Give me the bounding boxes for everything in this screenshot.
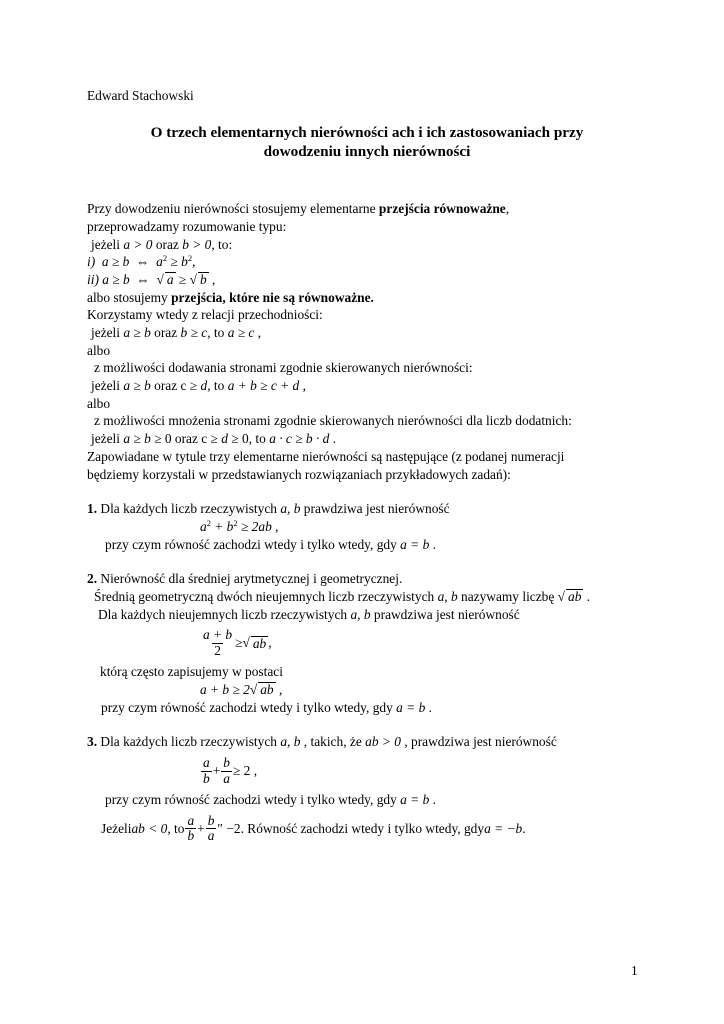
fraction: $\frac{b}{a}$: [223, 754, 230, 786]
s2-line-5: którą często zapisujemy w postaci: [100, 664, 283, 680]
s2-formula-2: a + b ≥ 2√ ab ,: [200, 682, 283, 697]
sqrt-symbol: √: [156, 271, 164, 287]
section-2: [87, 570, 647, 716]
title-line-1: O trzech elementarnych nierówności ach i ich zastosowaniach przy: [150, 123, 584, 141]
intro-line-16: będziemy korzystali w przedstawianych rozwiązaniach przykładowych zadań):: [87, 466, 511, 482]
s3-line-1: 3. Dla każdych liczb rzeczywistych a, b , takich, że ab > 0 , prawdziwa jest nierówność: [87, 734, 557, 750]
intro-line-14: jeżeli a ≥ b ≥ 0 oraz c ≥ d ≥ 0, to a · c ≥ b · d .: [91, 431, 337, 447]
fraction: $\frac{a}{b}$: [187, 812, 195, 844]
intro-line-12: albo: [87, 395, 111, 411]
intro-line-10: z możliwości dodawania stronami zgodnie skierowanych nierówności:: [94, 360, 473, 376]
intro-line-6: albo stosujemy przejścia, które nie są równoważne.: [87, 289, 374, 305]
intro-line-11: jeżeli a ≥ b oraz c ≥ d, to a + b ≥ c + d ,: [91, 378, 306, 394]
intro-line-2: przeprowadzamy rozumowanie typu:: [87, 218, 287, 234]
sqrt-symbol: √: [557, 588, 566, 604]
document-title: [87, 123, 647, 163]
intro-line-5: ii) a ≥ b ⇔ √ a ≥ √ b ,: [87, 271, 216, 287]
fraction: $\frac{a}{b}$: [203, 754, 210, 786]
sqrt-symbol: √: [189, 271, 197, 287]
section-1: [87, 500, 647, 553]
fraction: $\frac{b}{a}$: [207, 812, 215, 844]
intro-line-3: jeżeli a > 0 oraz b > 0, to:: [91, 236, 233, 252]
s3-formula: $\frac{a}{b}$ + $\frac{b}{a}$ ≥ 2 ,: [203, 754, 258, 786]
section-3: [87, 733, 647, 848]
intro-line-8: jeżeli a ≥ b oraz b ≥ c, to a ≥ c ,: [91, 325, 262, 340]
sqrt-symbol: √: [249, 682, 258, 697]
author: Edward Stachowski: [87, 88, 194, 103]
intro-section: [87, 200, 647, 483]
iff-symbol: ⇔: [136, 271, 150, 287]
s2-line-3: Dla każdych nieujemnych liczb rzeczywistych a, b prawdziwa jest nierówność: [98, 606, 520, 622]
s2-line-1: 2. Nierówność dla średniej arytmetycznej i geometrycznej.: [87, 571, 403, 587]
s1-line-1: 1. Dla każdych liczb rzeczywistych a, b prawdziwa jest nierówność: [87, 501, 450, 517]
s2-formula-1: $\frac{a + b}{2}$ ≥ √ ab ,: [203, 627, 272, 658]
intro-line-7: Korzystamy wtedy z relacji przechodniości:: [87, 307, 323, 323]
intro-line-1: Przy dowodzeniu nierówności stosujemy elementarne przejścia równoważne,: [87, 201, 510, 217]
intro-line-9: albo: [87, 342, 111, 358]
title-line-2: dowodzeniu innych nierówności: [263, 143, 471, 161]
s1-line-3: przy czym równość zachodzi wtedy i tylko wtedy, gdy a = b .: [105, 536, 436, 552]
s3-line-4: Jeżeli ab < 0 , to $\frac{a}{b}$ + $\frac{b}{a}$ ″ −2 . Równość zachodzi wtedy i tylko wtedy, gdy a = −b .: [101, 812, 526, 844]
page-number: 1: [631, 963, 638, 978]
intro-line-4: i) a ≥ b ⇔ $a^2 \ge b^2$,: [87, 253, 196, 270]
sqrt-symbol: √: [242, 635, 250, 651]
iff-symbol: ⇔: [136, 254, 150, 270]
intro-line-13: z możliwości mnożenia stronami zgodnie skierowanych nierówności dla liczb dodatnich:: [94, 413, 572, 429]
s1-formula: $a^2 + b^2 \ge 2ab$ ,: [200, 517, 279, 534]
intro-line-15: Zapowiadane w tytule trzy elementarne nierówności są następujące (z podanej numeracji: [87, 448, 565, 464]
s3-line-3: przy czym równość zachodzi wtedy i tylko wtedy, gdy a = b .: [105, 792, 436, 808]
document-page: [87, 87, 647, 849]
s2-line-7: przy czym równość zachodzi wtedy i tylko wtedy, gdy a = b .: [101, 699, 432, 715]
s2-line-2: Średnią geometryczną dwóch nieujemnych liczb rzeczywistych a, b nazywamy liczbę √ ab .: [94, 588, 591, 604]
fraction: $\frac{a + b}{2}$: [203, 627, 233, 658]
